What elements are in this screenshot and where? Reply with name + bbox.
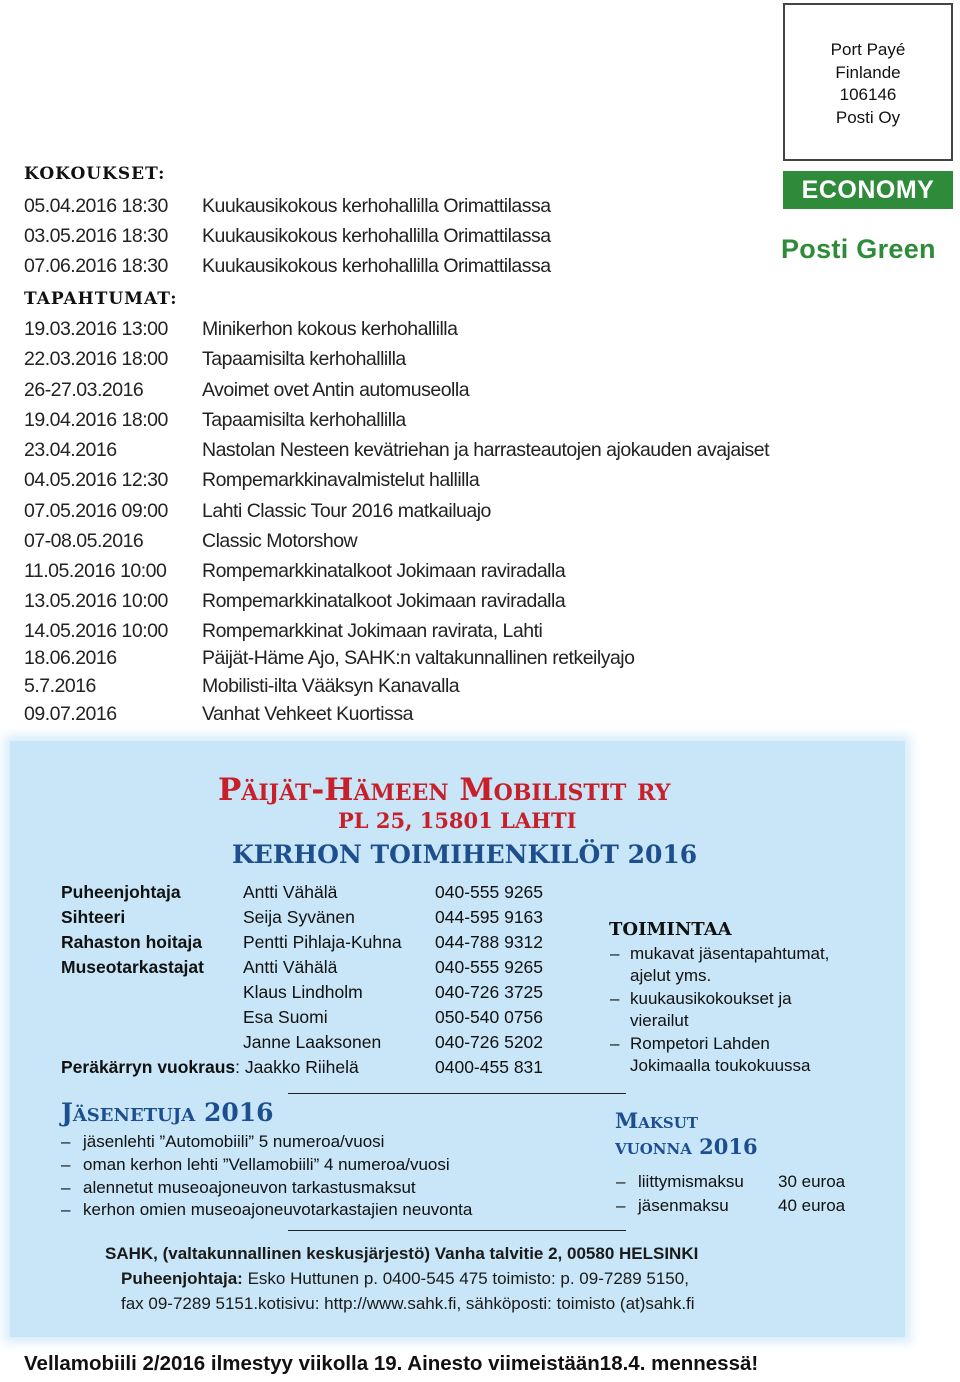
- divider: [288, 1230, 626, 1231]
- officer-role: Puheenjohtaja: [61, 882, 181, 902]
- event-date: 13.05.2016 10:00: [24, 590, 168, 612]
- benefit-item: jäsenlehti ”Automobiili” 5 numeroa/vuosi: [83, 1132, 385, 1151]
- event-date: 5.7.2016: [24, 675, 96, 697]
- event-date: 19.03.2016 13:00: [24, 318, 168, 340]
- benefit-item: alennetut museoajoneuvon tarkastusmaksut: [83, 1178, 416, 1197]
- officer-name: Seija Syvänen: [243, 907, 355, 927]
- postage-line: Finlande: [835, 62, 901, 82]
- benefits-heading: Jäsenetuja 2016: [61, 1098, 274, 1127]
- activity-bullet: –: [610, 1034, 620, 1053]
- sahk-contact: [121, 1269, 689, 1289]
- officer-role: Museotarkastajat: [61, 957, 204, 977]
- event-text: Rompemarkkinatalkoot Jokimaan raviradalla: [202, 560, 566, 582]
- fees-heading: Maksut: [615, 1108, 698, 1133]
- activity-line: vierailut: [630, 1011, 689, 1030]
- event-text: Päijät-Häme Ajo, SAHK:n valtakunnallinen retkeilyajo: [202, 647, 635, 669]
- activity-bullet: –: [610, 989, 620, 1008]
- officer-phone: 040-555 9265: [435, 957, 544, 977]
- event-text: Minikerhon kokous kerhohallilla: [202, 318, 458, 340]
- trailer-rental-phone: 0400-455 831: [435, 1057, 544, 1077]
- activity-line: kuukausikokoukset ja: [630, 989, 792, 1008]
- officer-name: Pentti Pihlaja-Kuhna: [243, 932, 402, 952]
- postage-line: Posti Oy: [835, 107, 901, 127]
- benefit-bullet: –: [61, 1132, 71, 1151]
- event-date: 23.04.2016: [24, 439, 117, 461]
- event-date: 09.07.2016: [24, 703, 117, 725]
- event-text: Rompemarkkinatalkoot Jokimaan raviradalla: [202, 590, 566, 612]
- event-text: Tapaamisilta kerhohallilla: [202, 409, 406, 431]
- meetings-heading: KOKOUKSET:: [24, 164, 166, 184]
- trailer-rental-row: [61, 1057, 359, 1078]
- fee-bullet: –: [616, 1196, 626, 1215]
- club-address: PL 25, 15801 LAHTI: [338, 808, 577, 833]
- event-text: Lahti Classic Tour 2016 matkailuajo: [202, 500, 491, 522]
- event-text: Nastolan Nesteen kevätriehan ja harrasteautojen ajokauden avajaiset: [202, 439, 770, 461]
- officer-phone: 044-595 9163: [435, 907, 544, 927]
- officer-phone: 044-788 9312: [435, 932, 544, 952]
- fees-heading-year: vuonna 2016: [615, 1134, 758, 1159]
- sahk-chair-label: Puheenjohtaja:: [121, 1269, 243, 1288]
- officer-role: Sihteeri: [61, 907, 126, 927]
- postage-line: 106146: [839, 85, 897, 104]
- meeting-text: Kuukausikokous kerhohallilla Orimattilassa: [202, 225, 551, 247]
- officer-name: Janne Laaksonen: [243, 1032, 382, 1052]
- officer-name: Klaus Lindholm: [243, 982, 363, 1002]
- activity-heading: TOIMINTAA: [609, 919, 732, 940]
- officer-name: Antti Vähälä: [243, 957, 338, 977]
- officer-name: Antti Vähälä: [243, 882, 338, 902]
- activity-line: mukavat jäsentapahtumat,: [630, 944, 830, 963]
- event-date: 11.05.2016 10:00: [24, 560, 167, 582]
- fee-bullet: –: [616, 1172, 626, 1191]
- officer-phone: 040-726 3725: [435, 982, 544, 1002]
- event-date: 22.03.2016 18:00: [24, 348, 168, 370]
- trailer-rental-label: Peräkärryn vuokraus: [61, 1057, 236, 1077]
- activity-line: Rompetori Lahden: [630, 1034, 770, 1053]
- event-date: 26-27.03.2016: [24, 379, 144, 401]
- meeting-date: 07.06.2016 18:30: [24, 255, 168, 277]
- trailer-rental-sep: :: [235, 1057, 241, 1077]
- posti-green-logo: Posti Green: [781, 234, 936, 264]
- benefit-bullet: –: [61, 1155, 71, 1174]
- officer-role: Rahaston hoitaja: [61, 932, 202, 952]
- event-text: Rompemarkkinavalmistelut hallilla: [202, 469, 480, 491]
- activity-bullet: –: [610, 944, 620, 963]
- event-text: Vanhat Vehkeet Kuortissa: [202, 703, 413, 725]
- officer-name: Esa Suomi: [243, 1007, 328, 1027]
- club-name: Päijät-Hämeen Mobilistit ry: [218, 772, 671, 808]
- benefit-bullet: –: [61, 1178, 71, 1197]
- divider: [288, 1093, 626, 1094]
- officer-phone: 050-540 0756: [435, 1007, 544, 1027]
- event-date: 19.04.2016 18:00: [24, 409, 168, 431]
- event-text: Tapaamisilta kerhohallilla: [202, 348, 406, 370]
- meeting-text: Kuukausikokous kerhohallilla Orimattilassa: [202, 255, 551, 277]
- fee-amount: 30 euroa: [778, 1172, 846, 1191]
- officer-phone: 040-726 5202: [435, 1032, 544, 1052]
- event-date: 04.05.2016 12:30: [24, 469, 168, 491]
- trailer-rental-contact: Jaakko Riihelä: [244, 1057, 359, 1077]
- benefit-item: kerhon omien museoajoneuvotarkastajien neuvonta: [83, 1200, 473, 1219]
- event-date: 14.05.2016 10:00: [24, 620, 168, 642]
- event-text: Rompemarkkinat Jokimaan ravirata, Lahti: [202, 620, 543, 642]
- sahk-chair-info: Esko Huttunen p. 0400-545 475 toimisto: p. 09-7289 5150,: [242, 1269, 689, 1288]
- postage-line: Port Payé: [830, 40, 906, 59]
- officer-phone: 040-555 9265: [435, 882, 544, 902]
- activity-line: Jokimaalla toukokuussa: [630, 1056, 811, 1075]
- event-date: 07.05.2016 09:00: [24, 500, 168, 522]
- event-text: Classic Motorshow: [202, 530, 358, 552]
- economy-logo: ECONOMY: [783, 171, 953, 209]
- event-date: 18.06.2016: [24, 647, 117, 669]
- activity-line: ajelut yms.: [630, 966, 712, 985]
- event-text: Avoimet ovet Antin automuseolla: [202, 379, 470, 401]
- fee-amount: 40 euroa: [778, 1196, 846, 1215]
- officers-heading: KERHON TOIMIHENKILÖT 2016: [232, 840, 698, 869]
- meeting-date: 03.05.2016 18:30: [24, 225, 168, 247]
- sahk-address: SAHK, (valtakunnallinen keskusjärjestö) Vanha talvitie 2, 00580 HELSINKI: [105, 1244, 699, 1263]
- meeting-date: 05.04.2016 18:30: [24, 195, 168, 217]
- event-date: 07-08.05.2016: [24, 530, 144, 552]
- meeting-text: Kuukausikokous kerhohallilla Orimattilassa: [202, 195, 551, 217]
- events-heading: TAPAHTUMAT:: [24, 289, 178, 309]
- fee-label: liittymismaksu: [638, 1172, 744, 1191]
- event-text: Mobilisti-ilta Vääksyn Kanavalla: [202, 675, 460, 697]
- benefit-bullet: –: [61, 1200, 71, 1219]
- sahk-web: fax 09-7289 5151.kotisivu: http://www.sahk.fi, sähköposti: toimisto (at)sahk.fi: [121, 1294, 695, 1313]
- issue-deadline: Vellamobiili 2/2016 ilmestyy viikolla 19. Ainesto viimeistään18.4. mennessä!: [24, 1352, 759, 1375]
- fee-label: jäsenmaksu: [638, 1196, 729, 1215]
- benefit-item: oman kerhon lehti ”Vellamobiili” 4 numeroa/vuosi: [83, 1155, 450, 1174]
- postage-box: [783, 3, 953, 161]
